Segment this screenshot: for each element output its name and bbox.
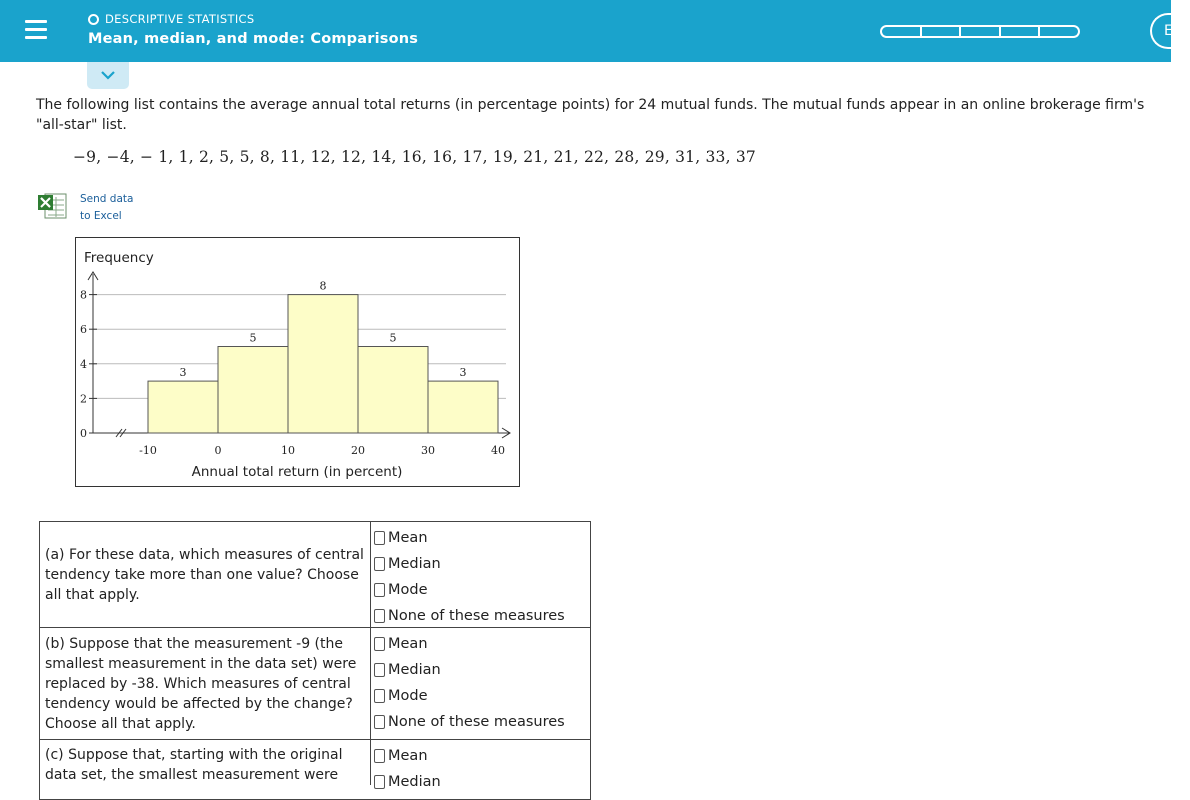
bar-value-label: 3 (459, 366, 467, 380)
excel-label-line2: to Excel (80, 210, 122, 222)
option-label: Mean (388, 748, 428, 764)
option-label: Median (388, 556, 441, 572)
y-axis-title: Frequency (84, 250, 154, 266)
checkbox[interactable] (374, 663, 385, 677)
option-label: Mode (388, 582, 428, 598)
bar-value-label: 8 (319, 279, 327, 293)
page-title: Mean, median, and mode: Comparisons (88, 31, 419, 47)
x-tick-label: 20 (351, 444, 365, 457)
y-tick-label: 6 (80, 323, 87, 337)
checkbox[interactable] (374, 775, 385, 789)
y-tick-label: 8 (80, 288, 87, 302)
x-tick-label: 10 (281, 444, 295, 457)
checkbox[interactable] (374, 715, 385, 729)
collapse-toggle[interactable] (87, 62, 129, 89)
bar-value-label: 5 (249, 331, 257, 345)
question-c-options (371, 740, 590, 795)
y-tick-label: 0 (80, 427, 87, 440)
option-c-median[interactable] (374, 769, 590, 795)
option-b-median[interactable] (374, 657, 590, 683)
top-bar (0, 0, 1171, 62)
checkbox[interactable] (374, 531, 385, 545)
progress-segment (922, 25, 962, 38)
option-b-mean[interactable] (374, 631, 590, 657)
intro-text: The following list contains the average annual total returns (in percentage points) for 24 mutual funds. The mutual funds appear in an online brokerage firm's "all-star" list. (36, 97, 1145, 133)
topic-label: DESCRIPTIVE STATISTICS (105, 12, 255, 26)
question-b-options (371, 628, 590, 739)
question-b-prompt: (b) Suppose that the measurement -9 (the smallest measurement in the data set) were replaced by -38. Which measures of central tendency would be affected by the change? Choose all that apply. (40, 628, 371, 739)
chevron-down-icon (101, 70, 115, 80)
bar-value-label: 5 (389, 331, 397, 345)
option-label: None of these measures (388, 608, 565, 624)
option-label: Median (388, 774, 441, 790)
option-b-mode[interactable] (374, 683, 590, 709)
checkbox[interactable] (374, 583, 385, 597)
x-tick-label: 30 (421, 444, 435, 457)
option-c-mean[interactable] (374, 743, 590, 769)
y-tick-label: 2 (80, 392, 87, 406)
data-list: −9, −4, − 1, 1, 2, 5, 5, 8, 11, 12, 12, 14, 16, 16, 17, 19, 21, 21, 22, 28, 29, 31, 33, 37 (73, 148, 756, 166)
progress-segment (1001, 25, 1041, 38)
histogram-bar (288, 295, 358, 433)
option-label: Median (388, 662, 441, 678)
excel-icon (36, 191, 68, 221)
option-label: Mean (388, 530, 428, 546)
checkbox[interactable] (374, 749, 385, 763)
questions-table (39, 521, 591, 800)
question-row-b (40, 628, 590, 740)
x-axis-title: Annual total return (in percent) (191, 464, 403, 480)
checkbox[interactable] (374, 637, 385, 651)
question-row-c (40, 740, 590, 800)
excel-label-line1: Send data (80, 193, 134, 205)
x-tick-label: 0 (214, 444, 222, 457)
option-a-none[interactable] (374, 603, 590, 629)
menu-icon[interactable] (0, 0, 70, 62)
question-row-a (40, 522, 590, 628)
topic-dot-icon (88, 14, 99, 25)
option-label: None of these measures (388, 714, 565, 730)
explanation-button[interactable] (1150, 13, 1190, 49)
progress-segment (1040, 25, 1080, 38)
checkbox[interactable] (374, 557, 385, 571)
explanation-button-label: E (1164, 23, 1173, 39)
option-a-mode[interactable] (374, 577, 590, 603)
progress-bar (880, 25, 1080, 38)
histogram-bar (218, 347, 288, 434)
histogram-chart (75, 237, 520, 487)
checkbox[interactable] (374, 609, 385, 623)
option-a-median[interactable] (374, 551, 590, 577)
option-b-none[interactable] (374, 709, 590, 735)
send-to-excel-button[interactable] (36, 189, 156, 225)
question-a-prompt: (a) For these data, which measures of central tendency take more than one value? Choose all that apply. (40, 522, 371, 627)
option-label: Mean (388, 636, 428, 652)
histogram-bar (358, 347, 428, 434)
header-text (88, 11, 418, 47)
x-tick-label: -10 (139, 444, 157, 457)
y-tick-label: 4 (80, 357, 87, 371)
bar-value-label: 3 (179, 366, 187, 380)
histogram-svg (76, 238, 519, 486)
histogram-bar (428, 381, 498, 433)
question-a-options (371, 522, 590, 627)
option-a-mean[interactable] (374, 525, 590, 551)
x-tick-label: 40 (491, 444, 505, 457)
question-c-prompt: (c) Suppose that, starting with the original data set, the smallest measurement were (40, 740, 371, 785)
progress-segment (880, 25, 922, 38)
progress-segment (961, 25, 1001, 38)
option-label: Mode (388, 688, 428, 704)
checkbox[interactable] (374, 689, 385, 703)
histogram-bar (148, 381, 218, 433)
